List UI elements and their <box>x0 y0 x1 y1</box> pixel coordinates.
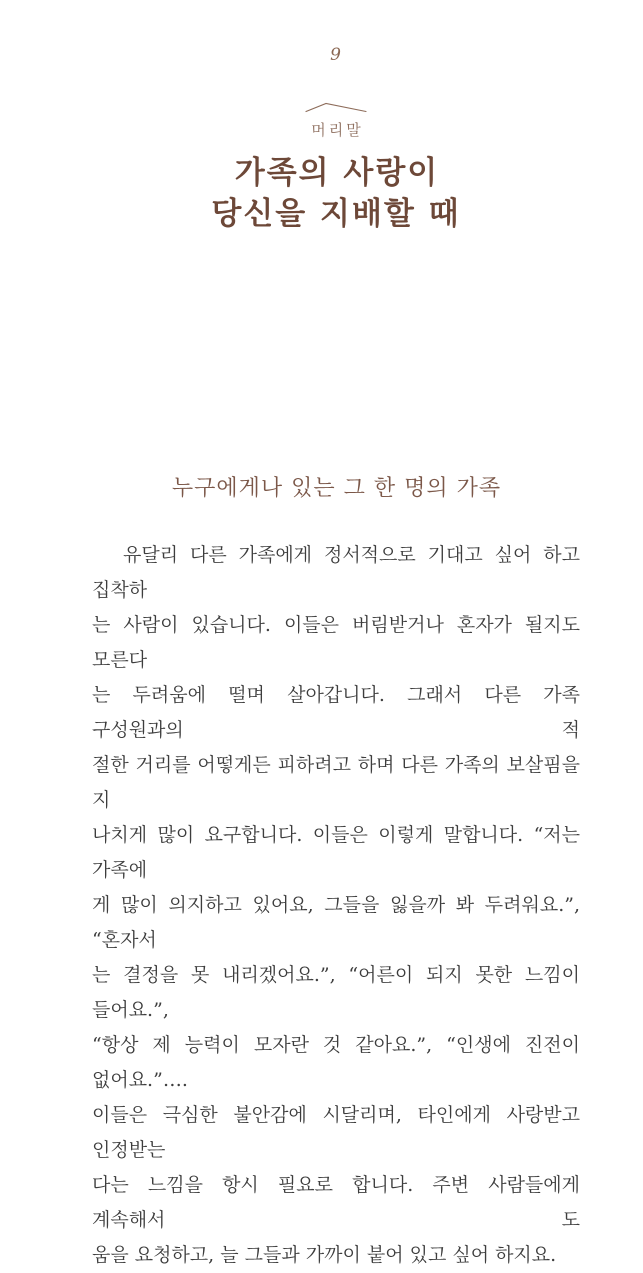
chevron-ornament-icon <box>92 101 580 114</box>
chapter-title-line-1: 가족의 사랑이 <box>234 155 440 191</box>
body-text-line: “항상 제 능력이 모자란 것 같아요.”, “인생에 진전이 없어요.”…. <box>92 1034 580 1091</box>
body-text-line: 다는 느낌을 항시 필요로 합니다. 주변 사람들에게 계속해서 도 <box>92 1174 580 1231</box>
preface-kicker: 머리말 <box>311 121 364 139</box>
body-text-line: 는 두려움에 떨며 살아갑니다. 그래서 다른 가족 구성원과의 적 <box>92 684 580 741</box>
body-paragraph <box>92 538 580 1273</box>
section-heading: 누구에게나 있는 그 한 명의 가족 <box>171 476 502 501</box>
chapter-title-line-2: 당신을 지배할 때 <box>211 196 461 232</box>
body-text-line: 는 결정을 못 내리겠어요.”, “어른이 되지 못한 느낌이 들어요.”, <box>92 964 580 1021</box>
body-text-line: 움을 요청하고, 늘 그들과 가까이 붙어 있고 싶어 하지요. <box>92 1244 557 1266</box>
page-number: 9 <box>330 45 342 65</box>
body-text-line: 절한 거리를 어떻게든 피하려고 하며 다른 가족의 보살핌을 지 <box>92 754 580 811</box>
body-text-line: 이들은 극심한 불안감에 시달리며, 타인에게 사랑받고 인정받는 <box>92 1104 580 1161</box>
body-text-line: 유달리 다른 가족에게 정서적으로 기대고 싶어 하고 집착하 <box>92 544 580 601</box>
body-text-line: 나치게 많이 요구합니다. 이들은 이렇게 말합니다. “저는 가족에 <box>92 824 580 881</box>
body-text-line: 게 많이 의지하고 있어요, 그들을 잃을까 봐 두려워요.”, “혼자서 <box>92 894 580 951</box>
body-text-line: 는 사람이 있습니다. 이들은 버림받거나 혼자가 될지도 모른다 <box>92 614 580 671</box>
chapter-title <box>92 153 580 235</box>
